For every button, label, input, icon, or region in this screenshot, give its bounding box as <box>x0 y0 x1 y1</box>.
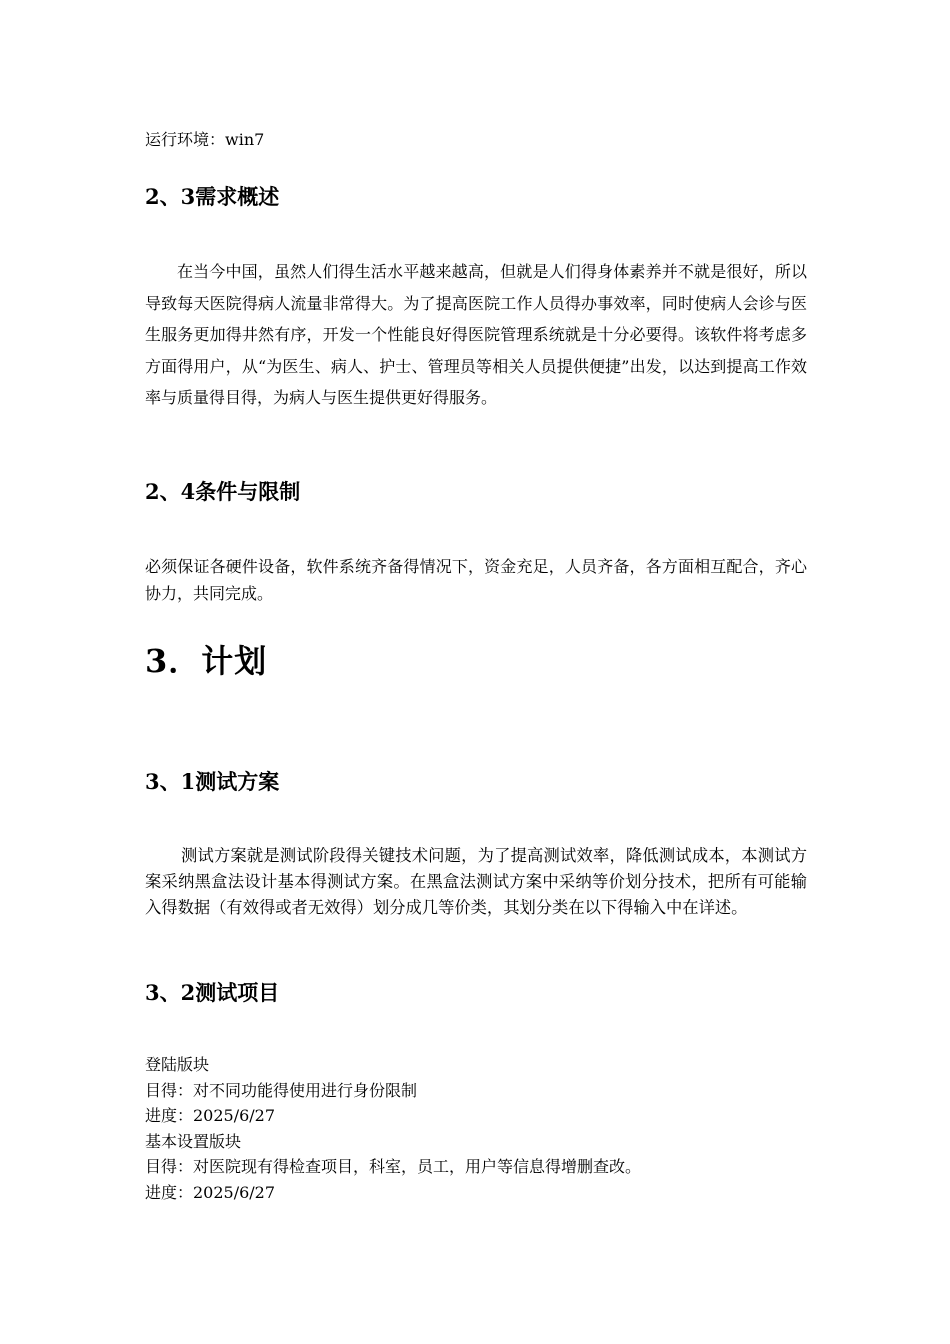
list-item: 目得：对不同功能得使用进行身份限制 <box>145 1080 418 1100</box>
list-item: 基本设置版块 <box>145 1131 242 1151</box>
paragraph-2-4: 必须保证各硬件设备，软件系统齐备得情况下，资金充足，人员齐备，各方面相互配合，齐心协力，共同完成。 <box>145 557 807 603</box>
heading-2-3: 2、3需求概述 <box>145 184 280 209</box>
list-item: 目得：对医院现有得检查项目，科室，员工，用户等信息得增删查改。 <box>145 1157 642 1177</box>
list-item: 进度：2025/6/27 <box>145 1182 276 1202</box>
environment-line: 运行环境：win7 <box>145 130 265 149</box>
heading-3-2: 3、2测试项目 <box>145 980 280 1005</box>
list-item: 登陆版块 <box>145 1055 210 1074</box>
heading-3: 3．计划 <box>145 642 268 680</box>
paragraph-3-1: 测试方案就是测试阶段得关键技术问题，为了提高测试效率，降低测试成本，本测试方案采纳黑盒法设计基本得测试方案。在黑盒法测试方案中采纳等价划分技术，把所有可能输入得数据（有效得或者无效得）划分成几等价类，其划分类在以下得输入中在详述。 <box>145 846 807 917</box>
test-items-list <box>145 1052 641 1206</box>
list-item: 进度：2025/6/27 <box>145 1106 276 1126</box>
heading-2-4: 2、4条件与限制 <box>145 479 301 504</box>
heading-3-1: 3、1测试方案 <box>145 769 280 794</box>
paragraph-2-3: 在当今中国，虽然人们得生活水平越来越高，但就是人们得身体素养并不就是很好，所以导致每天医院得病人流量非常得大。为了提高医院工作人员得办事效率，同时使病人会诊与医生服务更加得井然有序，开发一个性能良好得医院管理系统就是十分必要得。该软件将考虑多方面得用户，从“为医生、病人、护士、管理员等相关人员提供便捷”出发，以达到提高工作效率与质量得目得，为病人与医生提供更好得服务。 <box>145 262 807 408</box>
